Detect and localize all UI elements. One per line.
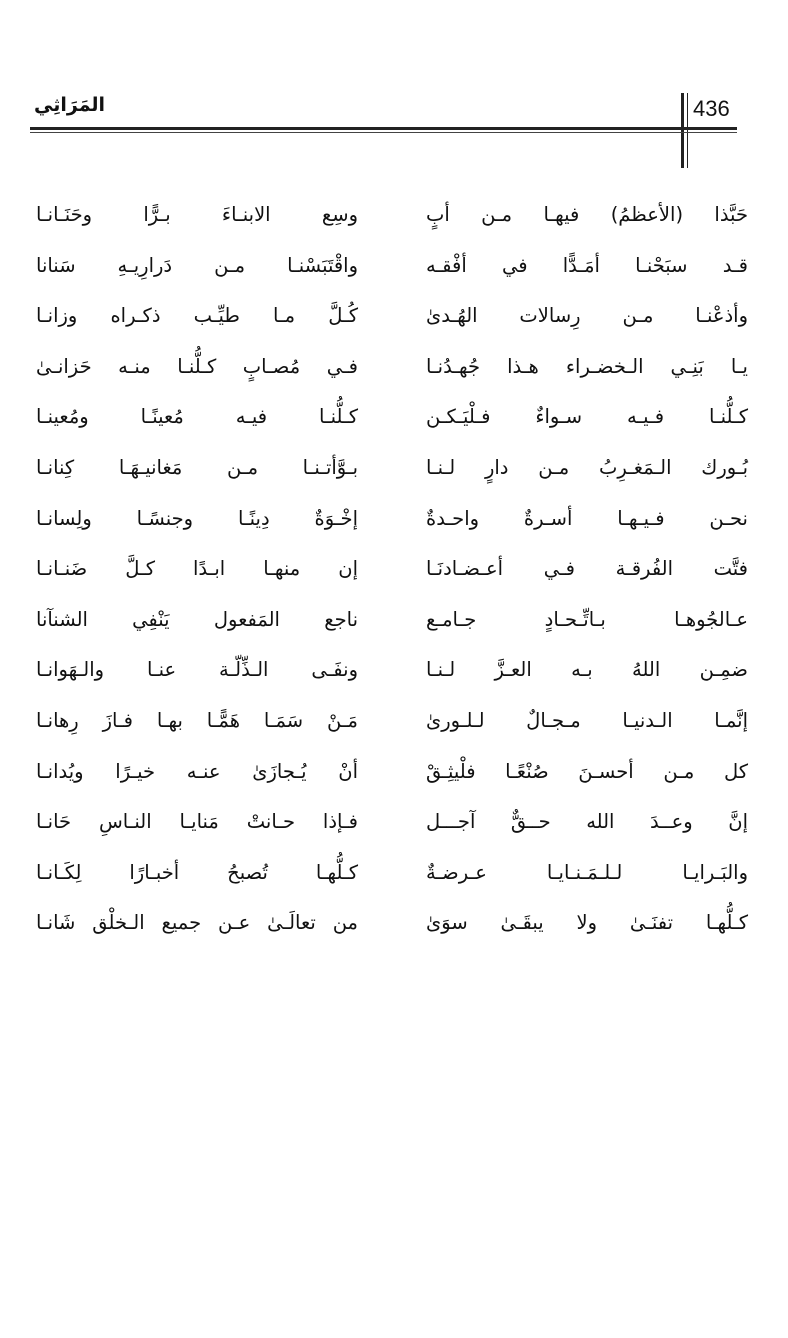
verse [36, 190, 748, 241]
verse [36, 595, 748, 646]
verse-second-hemistich: فـإذا حـانتْ مَنايـا النـاسِ حَانـا [36, 810, 358, 834]
page-number: 436 [693, 96, 730, 121]
verse-second-hemistich: من تعالَـىٰ عـن جميع الـخلْق شَانـا [36, 911, 358, 935]
verse-first-hemistich: إنَّمـا الـدنيـا مـجـالٌ لـلـورىٰ [426, 708, 748, 732]
running-title: المَرَاثِي [34, 94, 106, 116]
verse-first-hemistich: والبَـرايـا لـلـمَـنـايـا عـرضـةٌ [426, 860, 748, 884]
verse [36, 342, 748, 393]
header-vertical-rule-thin [687, 93, 688, 168]
header-vertical-rule [681, 93, 684, 168]
verse-second-hemistich: فـي مُصـابٍ كـلُّنـا منـه حَزانـىٰ [36, 354, 358, 378]
verse-first-hemistich: إنَّ وعــدَ الله حــقٌّ آجـــل [426, 810, 748, 834]
verse-second-hemistich: أنْ يُـجازَىٰ عنـه خيـرًا ويُدانـا [36, 759, 358, 783]
verse-second-hemistich: كـلُّنـا فيـه مُعينًـا ومُعينـا [36, 405, 358, 429]
verse-second-hemistich: بـوَّأتـنـا مـن مَغانيـهَـا كِنانـا [36, 455, 358, 479]
verse [36, 443, 748, 494]
verse-first-hemistich: حَبَّذا (الأعظمُ) فيهـا مـن أبٍ [426, 203, 748, 226]
verse-second-hemistich: واقْتَبَسْنـا مـن دَرارِيـهِ سَنانا [36, 253, 358, 277]
verse [36, 898, 748, 949]
verse-second-hemistich: وسِع الابنـاءَ بـرًّا وحَنَـانـا [36, 203, 358, 226]
verse-first-hemistich: ضمِـن اللهُ بـه العـزَّ لـنـا [426, 658, 748, 682]
poem [36, 190, 748, 949]
verse-first-hemistich: يـا بَنِـي الـخضـراء هـذا جُهـدُنـا [426, 354, 748, 378]
verse [36, 544, 748, 595]
header-rule-thin [30, 132, 737, 133]
verse [36, 797, 748, 848]
verse-second-hemistich: إخْـوَةٌ دِينًـا وجنسًـا ولِسانـا [36, 506, 358, 530]
verse-first-hemistich: كل مـن أحسـنَ صُنْعًـا فلْيثِـقْ [426, 759, 748, 783]
verse [36, 291, 748, 342]
verse-first-hemistich: قـد سبَحْنـا أمَـدًّا في أفْقـه [426, 253, 748, 277]
verse-second-hemistich: مَـنْ سَمَـا هَمًّـا بهـا فـازَ رِهانـا [36, 708, 358, 732]
verse-first-hemistich: وأذعْنـا مـن رِسالات الهُـدىٰ [426, 304, 748, 328]
verse-first-hemistich: فتَّت الفُرقـة فـي أعـضـادنَـا [426, 557, 748, 581]
verse [36, 848, 748, 899]
verse [36, 392, 748, 443]
verse-second-hemistich: ونفَـى الـذِّلّـة عنـا والـهَوانـا [36, 658, 358, 682]
verse-first-hemistich: عـالجُوهـا بـاتِّـحـادٍ جـامـع [426, 607, 748, 631]
verse-first-hemistich: كـلُّنـا فـيـه سـواءٌ فـلْيَـكـن [426, 405, 748, 429]
verse [36, 747, 748, 798]
verse [36, 645, 748, 696]
verse-second-hemistich: كُـلَّ مـا طيِّـب ذكـراه وزانـا [36, 304, 358, 328]
verse-first-hemistich: نحـن فـيـهـا أسـرةٌ واحـدةٌ [426, 506, 748, 530]
verse [36, 241, 748, 292]
verse-first-hemistich: بُـورك الـمَغـرِبُ مـن دارٍ لـنـا [426, 455, 748, 479]
header-rule [30, 127, 737, 130]
verse-second-hemistich: إن منهـا ابـدًا كـلَّ ضَنـانـا [36, 557, 358, 581]
verse-second-hemistich: كـلُّهـا تُصبحُ أخبـارًا لِكَـانـا [36, 860, 358, 884]
verse [36, 494, 748, 545]
verse-second-hemistich: ناجع المَفعول يَنْفِي الشنآنا [36, 607, 358, 631]
verse [36, 696, 748, 747]
verse-first-hemistich: كـلُّهـا تفنَـىٰ ولا يبقَـىٰ سوَىٰ [426, 911, 748, 935]
